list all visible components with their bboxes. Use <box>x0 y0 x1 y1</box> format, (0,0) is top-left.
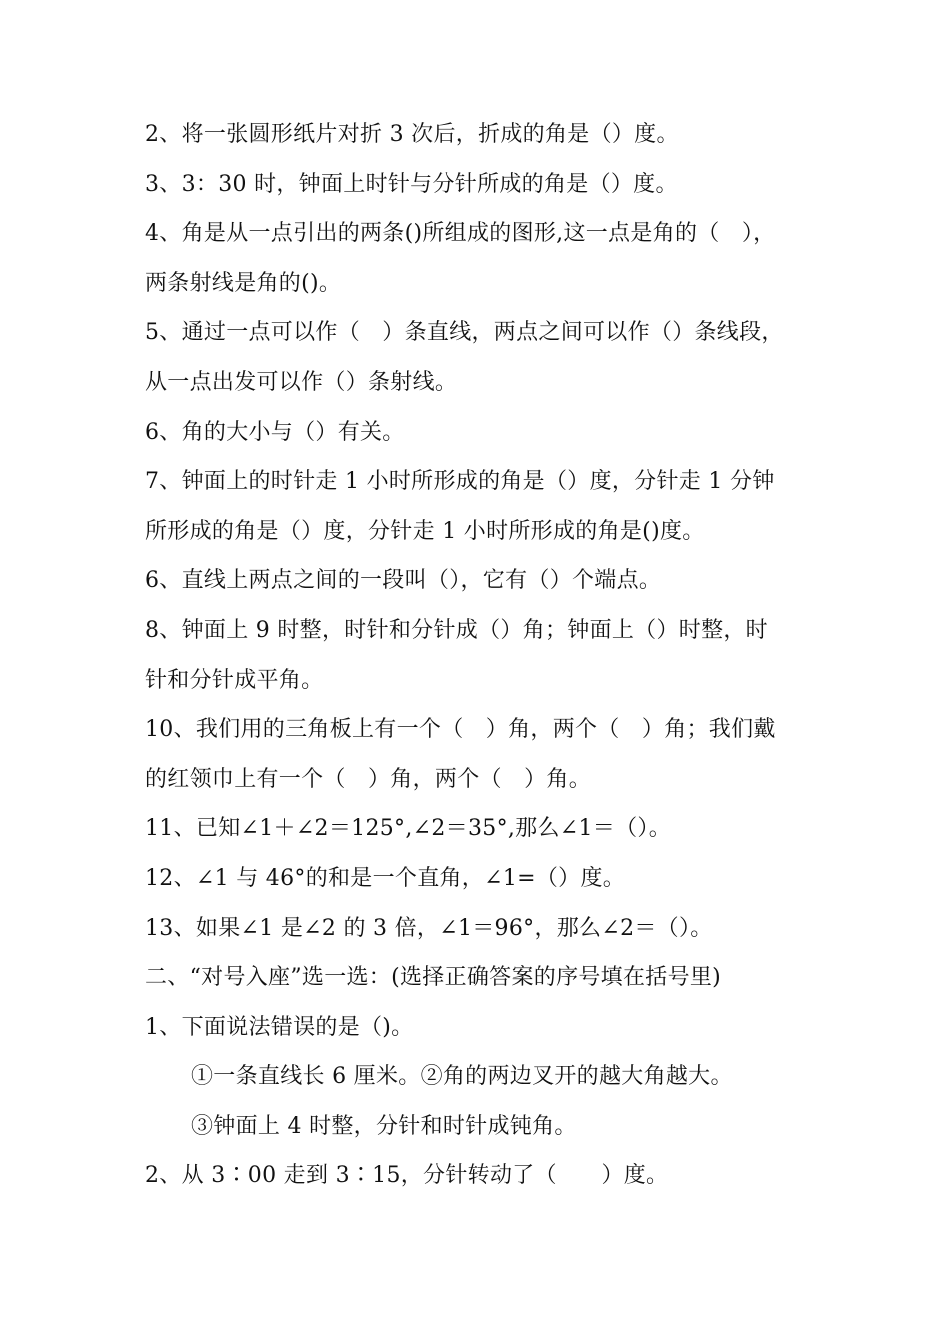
document-body <box>145 110 815 1201</box>
section-heading: 二、“对号入座”选一选：(选择正确答案的序号填在括号里) <box>145 965 722 991</box>
text-line: 两条射线是角的()。 <box>145 270 342 296</box>
text-line: 2、将一张圆形纸片对折 3 次后，折成的角是（）度。 <box>145 122 679 147</box>
text-line: 5、通过一点可以作（ ）条直线，两点之间可以作（）条线段， <box>145 320 784 346</box>
text-line: 的红领巾上有一个（ ）角，两个（ ）角。 <box>145 766 592 792</box>
text-line: 8、钟面上 9 时整，时针和分针成（）角；钟面上（）时整，时 <box>145 617 768 643</box>
text-line: 4、角是从一点引出的两条()所组成的图形,这一点是角的（ ）， <box>145 221 776 247</box>
text-line: 7、钟面上的时针走 1 小时所形成的角是（）度，分针走 1 分钟 <box>145 469 775 495</box>
text-line: 3、3：30 时，钟面上时针与分针所成的角是（）度。 <box>145 171 678 197</box>
text-line: 1、下面说法错误的是（)。 <box>145 1014 414 1040</box>
option-line: ①一条直线长 6 厘米。②角的两边叉开的越大角越大。 <box>191 1064 733 1090</box>
option-line: ③钟面上 4 时整，分针和时针成钝角。 <box>191 1113 577 1139</box>
text-line: 11、已知∠1＋∠2＝125°,∠2＝35°,那么∠1＝（）。 <box>145 816 671 842</box>
text-line: 2、从 3∶00 走到 3∶15，分针转动了（ ）度。 <box>145 1163 669 1189</box>
text-line: 所形成的角是（）度，分针走 1 小时所形成的角是()度。 <box>145 518 705 544</box>
text-line: 针和分针成平角。 <box>145 667 324 693</box>
text-line: 10、我们用的三角板上有一个（ ）角，两个（ ）角；我们戴 <box>145 717 776 743</box>
text-line: 6、直线上两点之间的一段叫（），它有（）个端点。 <box>145 568 662 594</box>
text-line: 6、角的大小与（）有关。 <box>145 419 405 445</box>
text-line: 12、∠1 与 46°的和是一个直角，∠1=（）度。 <box>145 865 626 891</box>
text-line: 从一点出发可以作（）条射线。 <box>145 369 458 395</box>
text-line: 13、如果∠1 是∠2 的 3 倍，∠1＝96°，那么∠2＝（）。 <box>145 915 713 941</box>
